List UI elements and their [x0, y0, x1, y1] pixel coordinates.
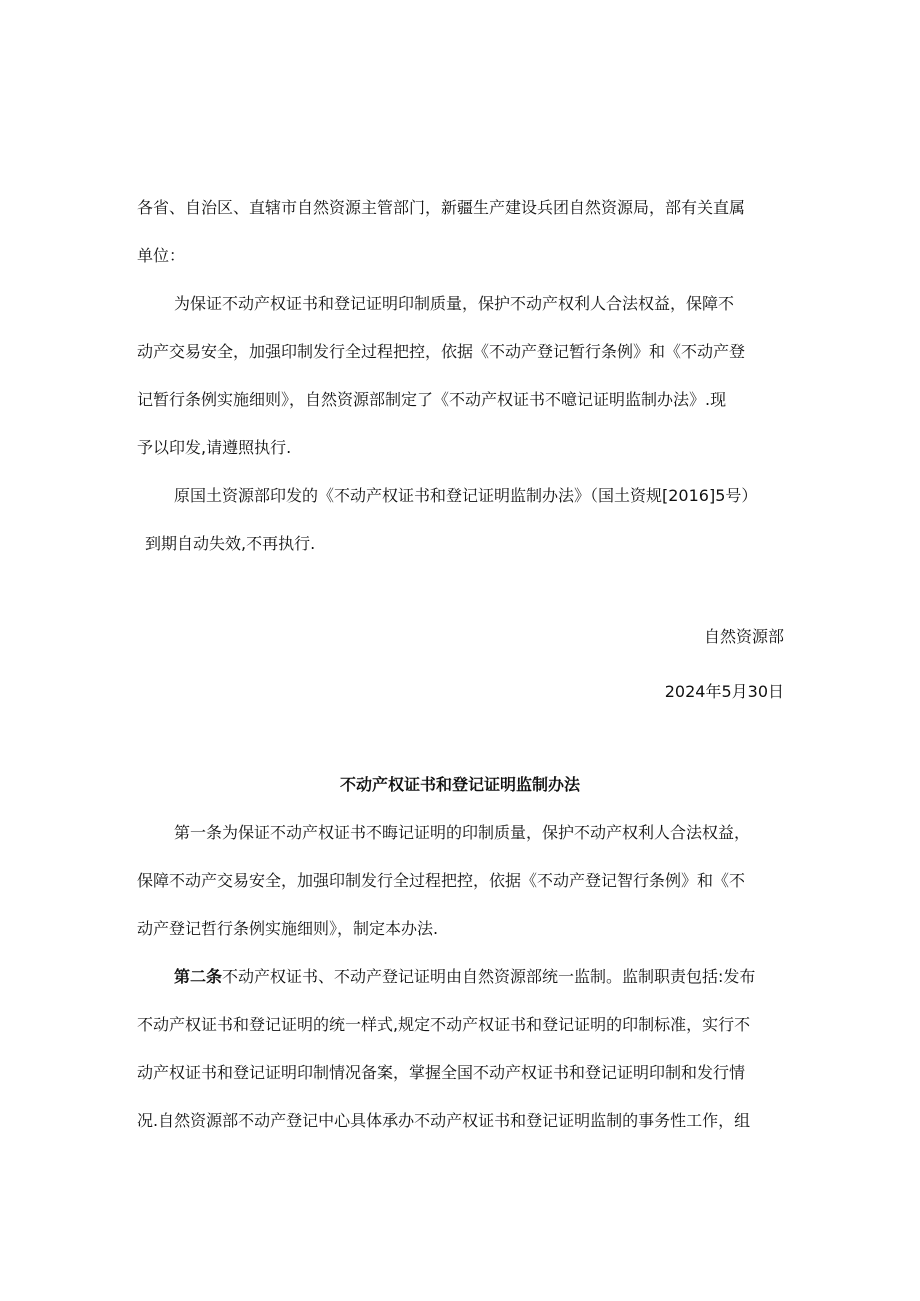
notice-paragraph-1-line-3: 记暂行条例实施细则》，自然资源部制定了《不动产权证书不噫记证明监制办法》.现	[137, 390, 727, 409]
notice-paragraph-1-line-2: 动产交易安全，加强印制发行全过程把控，依据《不动产登记暂行条例》和《不动产登	[137, 342, 746, 361]
signing-date: 2024年5月30日	[664, 682, 784, 701]
article-2-line-2: 不动产权证书和登记证明的统一样式,规定不动产权证书和登记证明的印制标准，实行不	[137, 1015, 751, 1034]
article-2-line-3: 动产权证书和登记证明印制情况备案，掌握全国不动产权证书和登记证明印制和发行情	[137, 1063, 746, 1082]
notice-paragraph-2-line-1: 原国土资源部印发的《不动产权证书和登记证明监制办法》（国土资规[2016]5号）	[174, 486, 758, 505]
addressee-line-1: 各省、自治区、直辖市自然资源主管部门，新疆生产建设兵团自然资源局，部有关直属	[137, 198, 746, 217]
addressee-line-2: 单位：	[137, 246, 186, 265]
notice-paragraph-2-line-2: 到期自动失效,不再执行.	[145, 534, 316, 553]
notice-paragraph-1-line-1: 为保证不动产权证书和登记证明印制质量，保护不动产权利人合法权益，保障不	[174, 294, 735, 313]
article-2-line-1	[174, 966, 824, 988]
article-1-line-3: 动产登记哲行条例实施细则》，制定本办法.	[137, 919, 439, 938]
notice-paragraph-1-line-4: 予以印发,请遵照执行.	[137, 438, 292, 457]
signer: 自然资源部	[703, 627, 784, 646]
article-2-line-4: 况.自然资源部不动产登记中心具体承办不动产权证书和登记证明监制的事务性工作，组	[137, 1111, 751, 1130]
article-1-line-1: 第一条为保证不动产权证书不晦记证明的印制质量，保护不动产权利人合法权益，	[174, 823, 751, 842]
article-1-line-2: 保障不动产交易安全，加强印制发行全过程把控，依据《不动产登记智行条例》和《不	[137, 871, 746, 890]
article-2-line-1-text: 不动产权证书、不动产登记证明由自然资源部统一监制。监制职责包括:发布	[222, 967, 756, 986]
measures-title: 不动产权证书和登记证明监制办法	[339, 775, 580, 794]
article-2-label: 第二条	[174, 967, 223, 986]
